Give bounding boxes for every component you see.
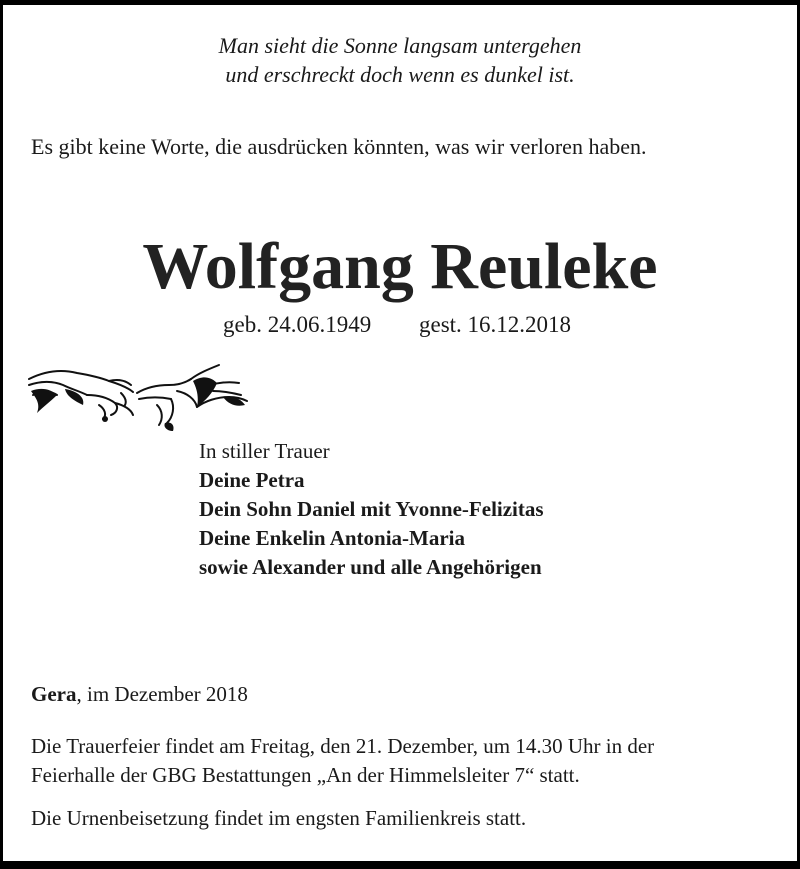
death-date: gest. 16.12.2018 bbox=[419, 312, 572, 337]
place-date-text: , im Dezember 2018 bbox=[76, 682, 248, 706]
mourner-name: Deine Enkelin Antonia-Maria bbox=[199, 526, 466, 550]
place-date bbox=[31, 682, 248, 707]
funeral-line-2: Feierhalle der GBG Bestattungen „An der Himmelsleiter 7“ statt. bbox=[31, 763, 580, 787]
deceased-name: Wolfgang Reuleke bbox=[142, 230, 658, 303]
funeral-line-1: Die Trauerfeier findet am Freitag, den 21. Dezember, um 14.30 Uhr in der bbox=[31, 734, 655, 758]
intro-text: Es gibt keine Worte, die ausdrücken könnten, was wir verloren haben. bbox=[31, 134, 647, 159]
mourner-name: sowie Alexander und alle Angehörigen bbox=[199, 555, 542, 579]
birth-date: geb. 24.06.1949 bbox=[223, 312, 372, 337]
mourners-intro: In stiller Trauer bbox=[199, 439, 330, 463]
place-city: Gera bbox=[31, 682, 77, 706]
urn-burial-text: Die Urnenbeisetzung findet im engsten Familienkreis statt. bbox=[31, 806, 527, 830]
mourner-name: Dein Sohn Daniel mit Yvonne-Felizitas bbox=[199, 497, 544, 521]
motto-line-2: und erschreckt doch wenn es dunkel ist. bbox=[225, 62, 575, 87]
motto-line-1: Man sieht die Sonne langsam untergehen bbox=[218, 33, 582, 58]
hands-reaching-icon bbox=[27, 361, 249, 433]
mourner-name: Deine Petra bbox=[199, 468, 305, 492]
